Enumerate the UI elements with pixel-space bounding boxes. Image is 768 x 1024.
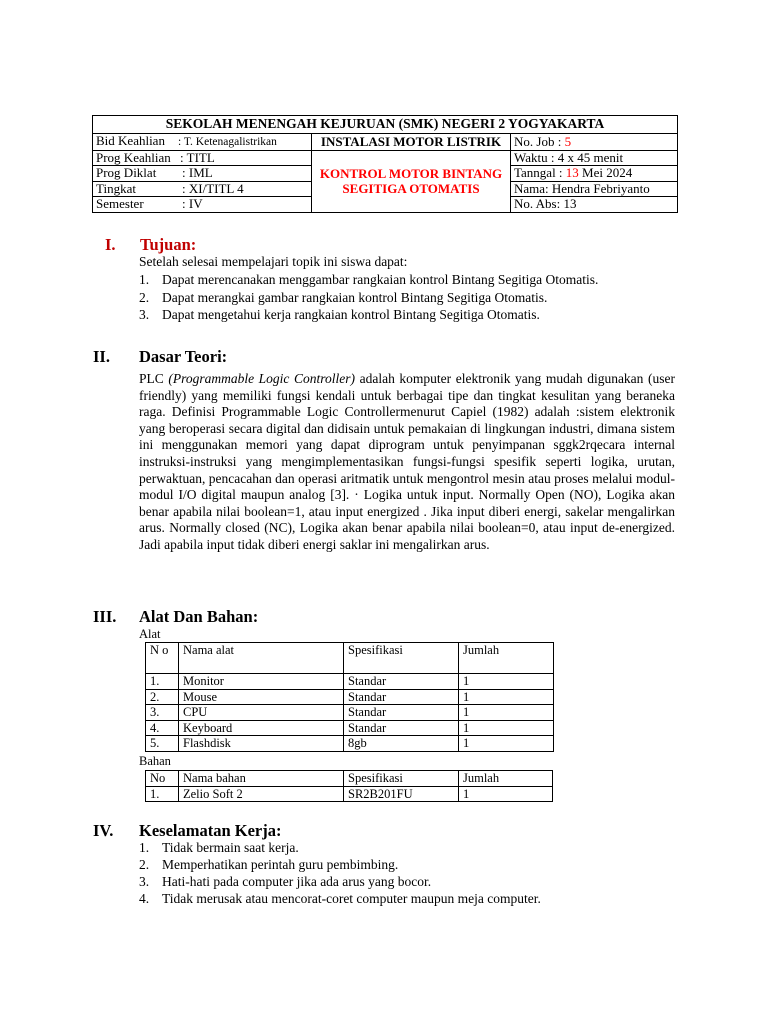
waktu-cell: Waktu : 4 x 45 menit [511, 150, 678, 166]
table-row [146, 674, 554, 690]
list-number: 4. [139, 891, 150, 906]
semester-label: Semester [96, 196, 144, 211]
semester-cell [93, 197, 312, 213]
tujuan-list [139, 271, 598, 324]
tanggal-label: Tanngal : [514, 165, 566, 180]
prog-diklat-value: : IML [182, 165, 213, 180]
bid-keahlian-value: : T. Ketenagalistrikan [178, 136, 277, 148]
tingkat-cell [93, 181, 312, 197]
list-number: 2. [139, 289, 150, 305]
list-item [139, 890, 541, 907]
list-text: Dapat merangkai gambar rangkaian kontrol Bintang Segitiga Otomatis. [162, 289, 548, 305]
table-cell: CPU [179, 705, 344, 721]
subject-cell: INSTALASI MOTOR LISTRIK [312, 134, 511, 151]
list-item [139, 873, 541, 890]
alat-label: Alat [139, 627, 161, 641]
bid-keahlian-label: Bid Keahlian [96, 133, 165, 148]
no-abs-cell: No. Abs: 13 [511, 197, 678, 213]
table-cell: 1 [459, 689, 554, 705]
no-job-cell [511, 134, 678, 151]
table-cell: 1 [459, 705, 554, 721]
topic-cell: KONTROL MOTOR BINTANG SEGITIGA OTOMATIS [312, 150, 511, 212]
school-title: SEKOLAH MENENGAH KEJURUAN (SMK) NEGERI 2 YOGYAKARTA [93, 116, 678, 134]
semester-value: : IV [182, 196, 203, 211]
section-title: Alat Dan Bahan: [139, 607, 259, 626]
list-number: 1. [139, 272, 150, 287]
list-text: Dapat mengetahui kerja rangkaian kontrol Bintang Segitiga Otomatis. [162, 307, 540, 322]
table-cell: 3. [146, 705, 179, 721]
table-cell: Zelio Soft 2 [179, 786, 344, 802]
table-header-cell: N o [146, 643, 179, 674]
bahan-table [145, 770, 553, 802]
table-cell: 8gb [344, 736, 459, 752]
prog-diklat-cell [93, 166, 312, 182]
table-row [146, 786, 553, 802]
table-header-cell: Spesifikasi [344, 771, 459, 787]
table-cell: Keyboard [179, 720, 344, 736]
section-number: IV. [93, 821, 114, 840]
list-number: 2. [139, 857, 150, 872]
table-row [146, 736, 554, 752]
table-row [146, 720, 554, 736]
list-number: 1. [139, 840, 150, 855]
table-cell: 1 [459, 674, 554, 690]
table-cell: Mouse [179, 689, 344, 705]
prog-keahlian-label: Prog Keahlian [96, 150, 171, 165]
paragraph-italic: (Programmable Logic Controller) [168, 371, 356, 386]
table-cell: 1. [146, 786, 179, 802]
list-text: Hati-hati pada computer jika ada arus yang bocor. [162, 874, 432, 889]
list-text: Dapat merencanakan menggambar rangkaian kontrol Bintang Segitiga Otomatis. [162, 272, 599, 287]
table-cell: 1 [459, 736, 554, 752]
table-cell: 1 [459, 786, 553, 802]
table-header-cell: Nama alat [179, 643, 344, 674]
dasar-teori-paragraph [139, 371, 675, 554]
table-cell: 2. [146, 689, 179, 705]
paragraph-body: adalah komputer elektronik yang mudah digunakan (user friendly) yang memiliki fungsi kendali untuk berbagai tipe dan tingkat kesulitan yang beraneka raga. Definisi Programmable Logic Controllermenurut Capiel (1982) adalah :sistem elektronik yang beroperasi secara digital dan didisain untuk pemakaian di lingkungan industri, dimana sistem ini menggunakan memori yang dapat diprogram untuk penyimpanan sggk2rqecara internal instruksi-instruksi yang mengimplementasikan fungsi-fungsi spesifik seperti logika, urutan, perwaktuan, pencacahan dan operasi aritmatik untuk mengontrol mesin atau proses melalui modul-modul I/O digital maupun analog [3]. · Logika untuk input. Normally Open (NO), Logika akan benar apabila nilai boolean=1, atau input energized . Jika input diberi energi, sakelar mengalirkan arus. Normally closed (NC), Logika akan benar apabila nilai boolean=0, atau input de-energized. Jadi apabila input tidak diberi energi saklar ini mengalirkan arus. [139, 371, 675, 552]
table-header-cell: Jumlah [459, 643, 554, 674]
prog-keahlian-value: : TITL [180, 150, 215, 165]
list-text: Tidak merusak atau mencorat-coret computer maupun meja computer. [162, 891, 541, 906]
list-number: 3. [139, 874, 150, 889]
keselamatan-list [139, 839, 541, 907]
table-row [146, 705, 554, 721]
tanggal-day: 13 [565, 165, 579, 180]
section-title: Tujuan: [140, 235, 197, 254]
alat-table [145, 642, 554, 752]
table-cell: 1. [146, 674, 179, 690]
section-number: III. [93, 607, 117, 626]
table-cell: 4. [146, 720, 179, 736]
list-item [139, 856, 541, 873]
list-item [139, 839, 541, 856]
table-cell: 1 [459, 720, 554, 736]
section-number: II. [93, 347, 110, 366]
list-item [139, 306, 598, 324]
table-cell: 5. [146, 736, 179, 752]
list-item [139, 289, 598, 307]
paragraph-lead: PLC [139, 371, 169, 386]
tanggal-cell [511, 166, 678, 182]
prog-diklat-label: Prog Diklat [96, 165, 157, 180]
list-text: Tidak bermain saat kerja. [162, 840, 299, 855]
tanggal-rest: Mei 2024 [578, 165, 633, 180]
no-job-value: 5 [564, 133, 572, 149]
list-text: Memperhatikan perintah guru pembimbing. [162, 857, 399, 872]
table-header-cell: No [146, 771, 179, 787]
tujuan-intro: Setelah selesai mempelajari topik ini siswa dapat: [139, 254, 408, 269]
table-row [146, 689, 554, 705]
bid-keahlian-cell [93, 134, 312, 151]
bahan-label: Bahan [139, 754, 171, 768]
prog-keahlian-cell [93, 150, 312, 166]
table-header-cell: Nama bahan [179, 771, 344, 787]
header-table [92, 115, 678, 213]
table-cell: Standar [344, 705, 459, 721]
section-number: I. [105, 235, 116, 254]
table-header-cell: Jumlah [459, 771, 553, 787]
table-cell: Standar [344, 674, 459, 690]
table-cell: Monitor [179, 674, 344, 690]
table-header-row [146, 771, 553, 787]
table-header-cell: Spesifikasi [344, 643, 459, 674]
section-title: Dasar Teori: [139, 347, 228, 366]
table-cell: Standar [344, 689, 459, 705]
tingkat-value: : XI/TITL 4 [182, 181, 244, 196]
tingkat-label: Tingkat [96, 181, 136, 196]
no-job-label: No. Job : [514, 133, 565, 149]
list-number: 3. [139, 307, 150, 322]
list-item [139, 271, 598, 289]
table-cell: SR2B201FU [344, 786, 459, 802]
table-header-row [146, 643, 554, 674]
table-cell: Flashdisk [179, 736, 344, 752]
section-title: Keselamatan Kerja: [139, 821, 282, 840]
nama-cell: Nama: Hendra Febriyanto [511, 181, 678, 197]
table-cell: Standar [344, 720, 459, 736]
